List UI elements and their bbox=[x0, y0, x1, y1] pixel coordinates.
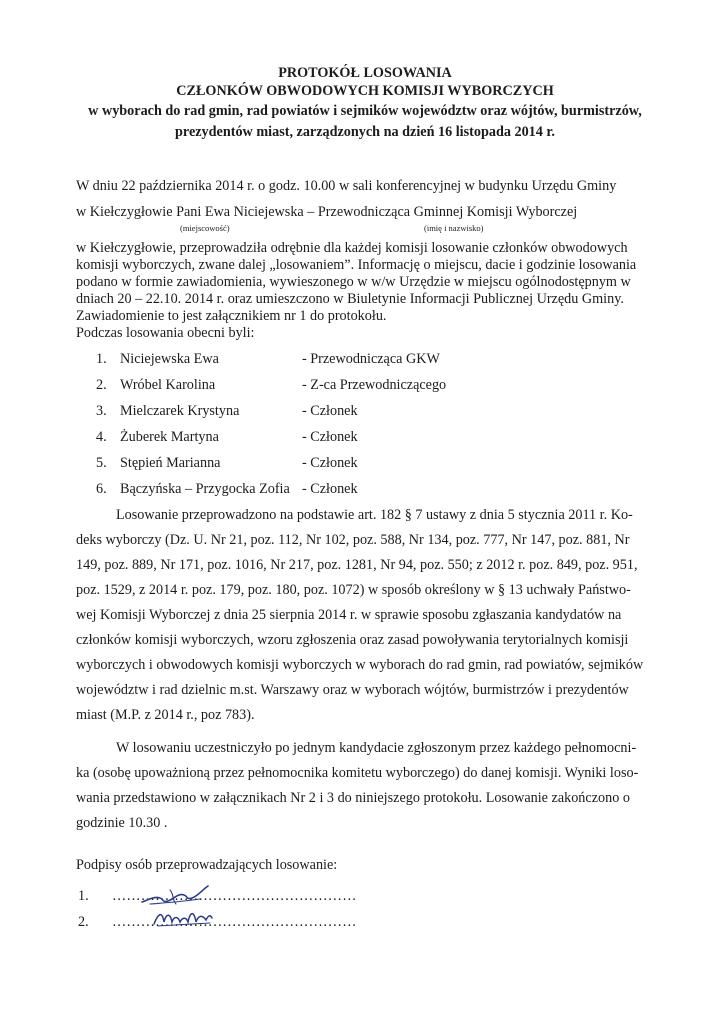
legal-line-1: Losowanie przeprowadzono na podstawie art. 182 § 7 ustawy z dnia 5 stycznia 2011 r. Ko- bbox=[116, 507, 633, 523]
signature-line: …………………………………………… bbox=[112, 888, 357, 904]
member-role: - Członek bbox=[302, 481, 358, 497]
handwritten-signature-2 bbox=[152, 904, 214, 930]
signatures-heading: Podpisy osób przeprowadzających losowanie: bbox=[76, 857, 338, 873]
member-number: 6. bbox=[96, 481, 107, 497]
label-name: (imię i nazwisko) bbox=[424, 223, 484, 233]
title-line-2: CZŁONKÓW OBWODOWYCH KOMISJI WYBORCZYCH bbox=[176, 83, 554, 99]
result-line-3: wania przedstawiono w załącznikach Nr 2 i 3 do niniejszego protokołu. Losowanie zakończono o bbox=[76, 790, 630, 806]
intro-line-2: w Kiełczygłowie Pani Ewa Niciejewska – Przewodnicząca Gminnej Komisji Wyborczej bbox=[76, 204, 578, 220]
member-name: Stępień Marianna bbox=[120, 455, 221, 471]
intro-line-1: W dniu 22 października 2014 r. o godz. 10.00 w sali konferencyjnej w budynku Urzędu Gminy bbox=[76, 178, 617, 194]
member-number: 1. bbox=[96, 351, 107, 367]
member-role: - Członek bbox=[302, 455, 358, 471]
intro-para-line-6: Podczas losowania obecni byli: bbox=[76, 325, 255, 341]
member-number: 4. bbox=[96, 429, 107, 445]
legal-line-4: poz. 1529, z 2014 r. poz. 179, poz. 180, poz. 1072) w sposób określony w § 13 uchwały Państwo- bbox=[76, 582, 631, 598]
member-number: 5. bbox=[96, 455, 107, 471]
intro-para-line-3: podano w formie zawiadomienia, wywieszonego w w/w Urzędzie w miejscu ogólnodostępnym w bbox=[76, 274, 631, 290]
signature-number: 1. bbox=[78, 888, 89, 904]
legal-line-8: województw i rad dzielnic m.st. Warszawy oraz w wyborach wójtów, burmistrzów i prezydentów bbox=[76, 682, 629, 698]
member-role: - Członek bbox=[302, 403, 358, 419]
member-number: 3. bbox=[96, 403, 107, 419]
intro-para-line-2: komisji wyborczych, zwane dalej „losowaniem”. Informację o miejscu, dacie i godzinie losowania bbox=[76, 257, 637, 273]
member-name: Żuberek Martyna bbox=[120, 429, 219, 445]
legal-line-6: członków komisji wyborczych, wzoru zgłoszenia oraz zasad powoływania terytorialnych komisji bbox=[76, 632, 629, 648]
legal-line-7: wyborczych i obwodowych komisji wyborczych w wyborach do rad gmin, rad powiatów, sejmików bbox=[76, 657, 644, 673]
member-role: - Z-ca Przewodniczącego bbox=[302, 377, 447, 393]
legal-line-3: 149, poz. 889, Nr 171, poz. 1016, Nr 217, poz. 1281, Nr 94, poz. 550; z 2012 r. poz. 849, poz. 951, bbox=[76, 557, 638, 573]
signature-number: 2. bbox=[78, 914, 89, 930]
legal-line-2: deks wyborczy (Dz. U. Nr 21, poz. 112, Nr 102, poz. 588, Nr 134, poz. 777, Nr 147, poz. 881, Nr bbox=[76, 532, 630, 548]
intro-para-line-1: w Kiełczygłowie, przeprowadziła odrębnie dla każdej komisji losowanie członków obwodowych bbox=[76, 240, 628, 256]
member-name: Mielczarek Krystyna bbox=[120, 403, 240, 419]
result-line-2: ka (osobę upoważnioną przez pełnomocnika komitetu wyborczego) do danej komisji. Wyniki loso- bbox=[76, 765, 639, 781]
result-line-4: godzinie 10.30 . bbox=[76, 815, 168, 831]
result-line-1: W losowaniu uczestniczyło po jednym kandydacie zgłoszonym przez każdego pełnomocni- bbox=[116, 740, 637, 756]
member-role: - Przewodnicząca GKW bbox=[302, 351, 440, 367]
legal-line-9: miast (M.P. z 2014 r., poz 783). bbox=[76, 707, 255, 723]
legal-line-5: wej Komisji Wyborczej z dnia 25 sierpnia 2014 r. w sprawie sposobu zgłaszania kandydatów na bbox=[76, 607, 622, 623]
member-number: 2. bbox=[96, 377, 107, 393]
title-line-3: w wyborach do rad gmin, rad powiatów i sejmików województw oraz wójtów, burmistrzów, bbox=[88, 103, 642, 119]
member-name: Niciejewska Ewa bbox=[120, 351, 219, 367]
intro-para-line-4: dniach 20 – 22.10. 2014 r. oraz umieszczono w Biuletynie Informacji Publicznej Urzędu Gminy. bbox=[76, 291, 624, 307]
title-line-4: prezydentów miast, zarządzonych na dzień 16 listopada 2014 r. bbox=[175, 124, 555, 140]
member-role: - Członek bbox=[302, 429, 358, 445]
member-name: Wróbel Karolina bbox=[120, 377, 216, 393]
title-line-1: PROTOKÓŁ LOSOWANIA bbox=[278, 65, 452, 81]
signature-line: …………………………………………… bbox=[112, 914, 357, 930]
intro-para-line-5: Zawiadomienie to jest załącznikiem nr 1 do protokołu. bbox=[76, 308, 387, 324]
member-name: Bączyńska – Przygocka Zofia bbox=[120, 481, 290, 497]
label-place: (miejscowość) bbox=[180, 223, 230, 233]
